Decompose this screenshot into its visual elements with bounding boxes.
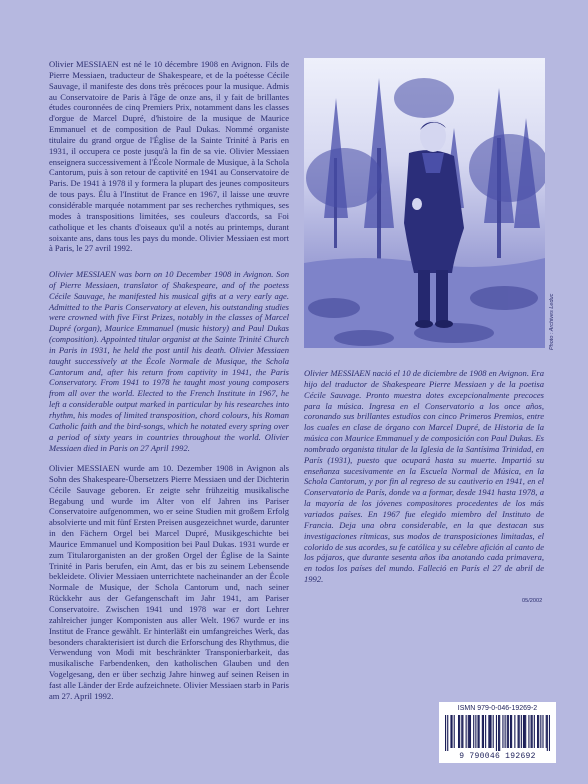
biography-german-text: Olivier MESSIAEN wurde am 10. Dezember 1908 in Avignon als Sohn des Shakespeare-Übersetzers Pierre Messiaen und der Dichterin Cécile Sauvage geboren. Er zeigte sehr frühzeitig musikalische Begabung und wurde im Alter von elf Jahren ins Pariser Conservatoire aufgenommen, wo er seine Studien mit großem Erfolg absolvierte und mit fünf Ersten Preisen ausgezeichnet wurde, darunter in den Fächern Orgel bei Marcel Dupré, Musikgeschichte bei Maurice Emmanuel und Komposition bei Paul Dukas. 1931 wurde er zum Titularorganisten an der großen Orgel der Église de la Sainte Trinité in Paris berufen, ein Amt, das er bis zu seinem Lebensende bekleidete. Olivier Messiaen unterrichtete nacheinander an der École Normale de Musique, der Schola Cantorum und, nach seiner Rückkehr aus der Gefangenschaft im Jahr 1941, am Pariser Conservatoire. Zwischen 1941 und 1978 war er dort Lehrer zahlreicher junger Komponisten aus aller Welt. 1967 wurde er ins Institut de France gewählt. Er hinterläßt ein umfangreiches Werk, das besonders charakterisiert ist durch die Erforschung des Rhythmus, die Verwendung von Modi mit beschränkter Transponierbarkeit, das musikalische Farbendenken, den katholischen Glauben und den Vogelgesang, den er über sechzig Jahre hinweg auf seinen Reisen in fast alle Länder der Erde aufzeichnete. Olivier Messiaen starb in Paris am 27. April 1992. (49, 463, 289, 701)
composer-photo (304, 58, 545, 348)
print-date-code: 05/2002 (522, 598, 543, 604)
biography-spanish-text: Olivier MESSIAEN nació el 10 de diciembre de 1908 en Avignon. Era hijo del traductor de Shakespeare Pierre Messiaen y de la poetisa Cécile Sauvage. Pronto muestra dotes excepcionalmente precoces para la música. Ingresa en el Conservatorio a los once años, coronando sus brillantes estudios con cinco Primeros Premios, entre los cuales en clase de órgano con Marcel Dupré, de Historia de la música con Maurice Emmanuel y de composición con Paul Dukas. Es nombrado organista titular de la Iglesia de la Santísima Trinidad, en París (1931), puesto que ocupará hasta su muerte. Impartió su enseñanza sucesivamente en la Escuela Normal de Música, en la Schola Cantorum, y por fin al regreso de su cautiverio en 1941, en el Conservatorio de París, donde va a formar, desde 1941 hasta 1978, a la mayoría de los jóvenes compositores procedentes de los más variados países. En 1967 fue elegido miembro del Instituto de Francia. Deja una obra considerable, en la que destacan sus investigaciones rítmicas, sus modos de transposiciones limitadas, el colorido de sus acordes, su fe católica y su célebre afición al canto de los pájaros, que durante sesenta años iba anotando cada primavera, en todos los países del mundo. Falleció en París el 27 de abril de 1992. (304, 368, 544, 585)
biography-german (49, 463, 289, 702)
biography-english (49, 269, 289, 453)
photo-credit: Photo : Archives Leduc (549, 293, 555, 350)
barcode-digits: 9 790046 192692 (459, 752, 536, 761)
biography-french-text: Olivier MESSIAEN est né le 10 décembre 1908 en Avignon. Fils de Pierre Messiaen, traducteur de Shakespeare, et de la poétesse Cécile Sauvage, il manifeste des dons très précoces pour la musique. Admis au Conservatoire de Paris à l'âge de onze ans, il y fait de brillantes études couronnées de cinq Premiers Prix, notamment dans les classes d'orgue de Marcel Dupré, d'histoire de la musique de Maurice Emmanuel et de composition de Paul Dukas. Nommé organiste titulaire du grand orgue de l'Église de la Sainte Trinité à Paris en 1931, il occupera ce poste jusqu'à la fin de sa vie. Olivier Messiaen enseignera successivement à l'École Normale de Musique, à la Schola Cantorum, puis à son retour de captivité en 1941 au Conservatoire de Paris. De 1941 à 1978 il y formera la plupart des jeunes compositeurs de tous pays. Élu à l'Institut de France en 1967, il laisse une œuvre considérable marquée notamment par ses recherches rythmiques, ses modes à transpositions limitées, ses couleurs d'accords, sa Foi catholique et les chants d'oiseaux qu'il a notés au printemps, durant soixante ans, dans tous les pays du monde. Olivier Messiaen est mort à Paris, le 27 avril 1992. (49, 59, 289, 254)
biography-english-text: Olivier MESSIAEN was born on 10 December 1908 in Avignon. Son of Pierre Messiaen, translator of Shakespeare, and of the poetess Cécile Sauvage, he manifested his musical gifts at a very early age. Admitted to the Paris Conservatory at eleven, his outstanding studies were crowned with five First Prizes, notably in the classes of Marcel Dupré (organ), Maurice Emmanuel (music history) and Paul Dukas (composition). Appointed titular organist at the Sainte Trinité Church in Paris in 1931, he held the post until his death. Olivier Messiaen taught successively at the École Normale de Musique, the Schola Cantorum and, after his return from captivity in 1941, the Paris Conservatory. From 1941 to 1978 he taught most young composers from all over the world. Elected to the French Institute in 1967, he left a considerable output marked in particular by his researches into rhythm, his modes of limited transposition, chord colours, his Roman Catholic faith and the bird-songs, which he notated every spring over a period of sixty years in countries throughout the world. Olivier Messiaen died in Paris on 27 April 1992. (49, 269, 289, 453)
biography-french (49, 59, 289, 254)
barcode-icon (445, 715, 550, 751)
biography-spanish (304, 368, 544, 585)
ismn-number: ISMN 979-0-046-19269-2 (457, 705, 538, 712)
barcode-panel (439, 702, 556, 763)
